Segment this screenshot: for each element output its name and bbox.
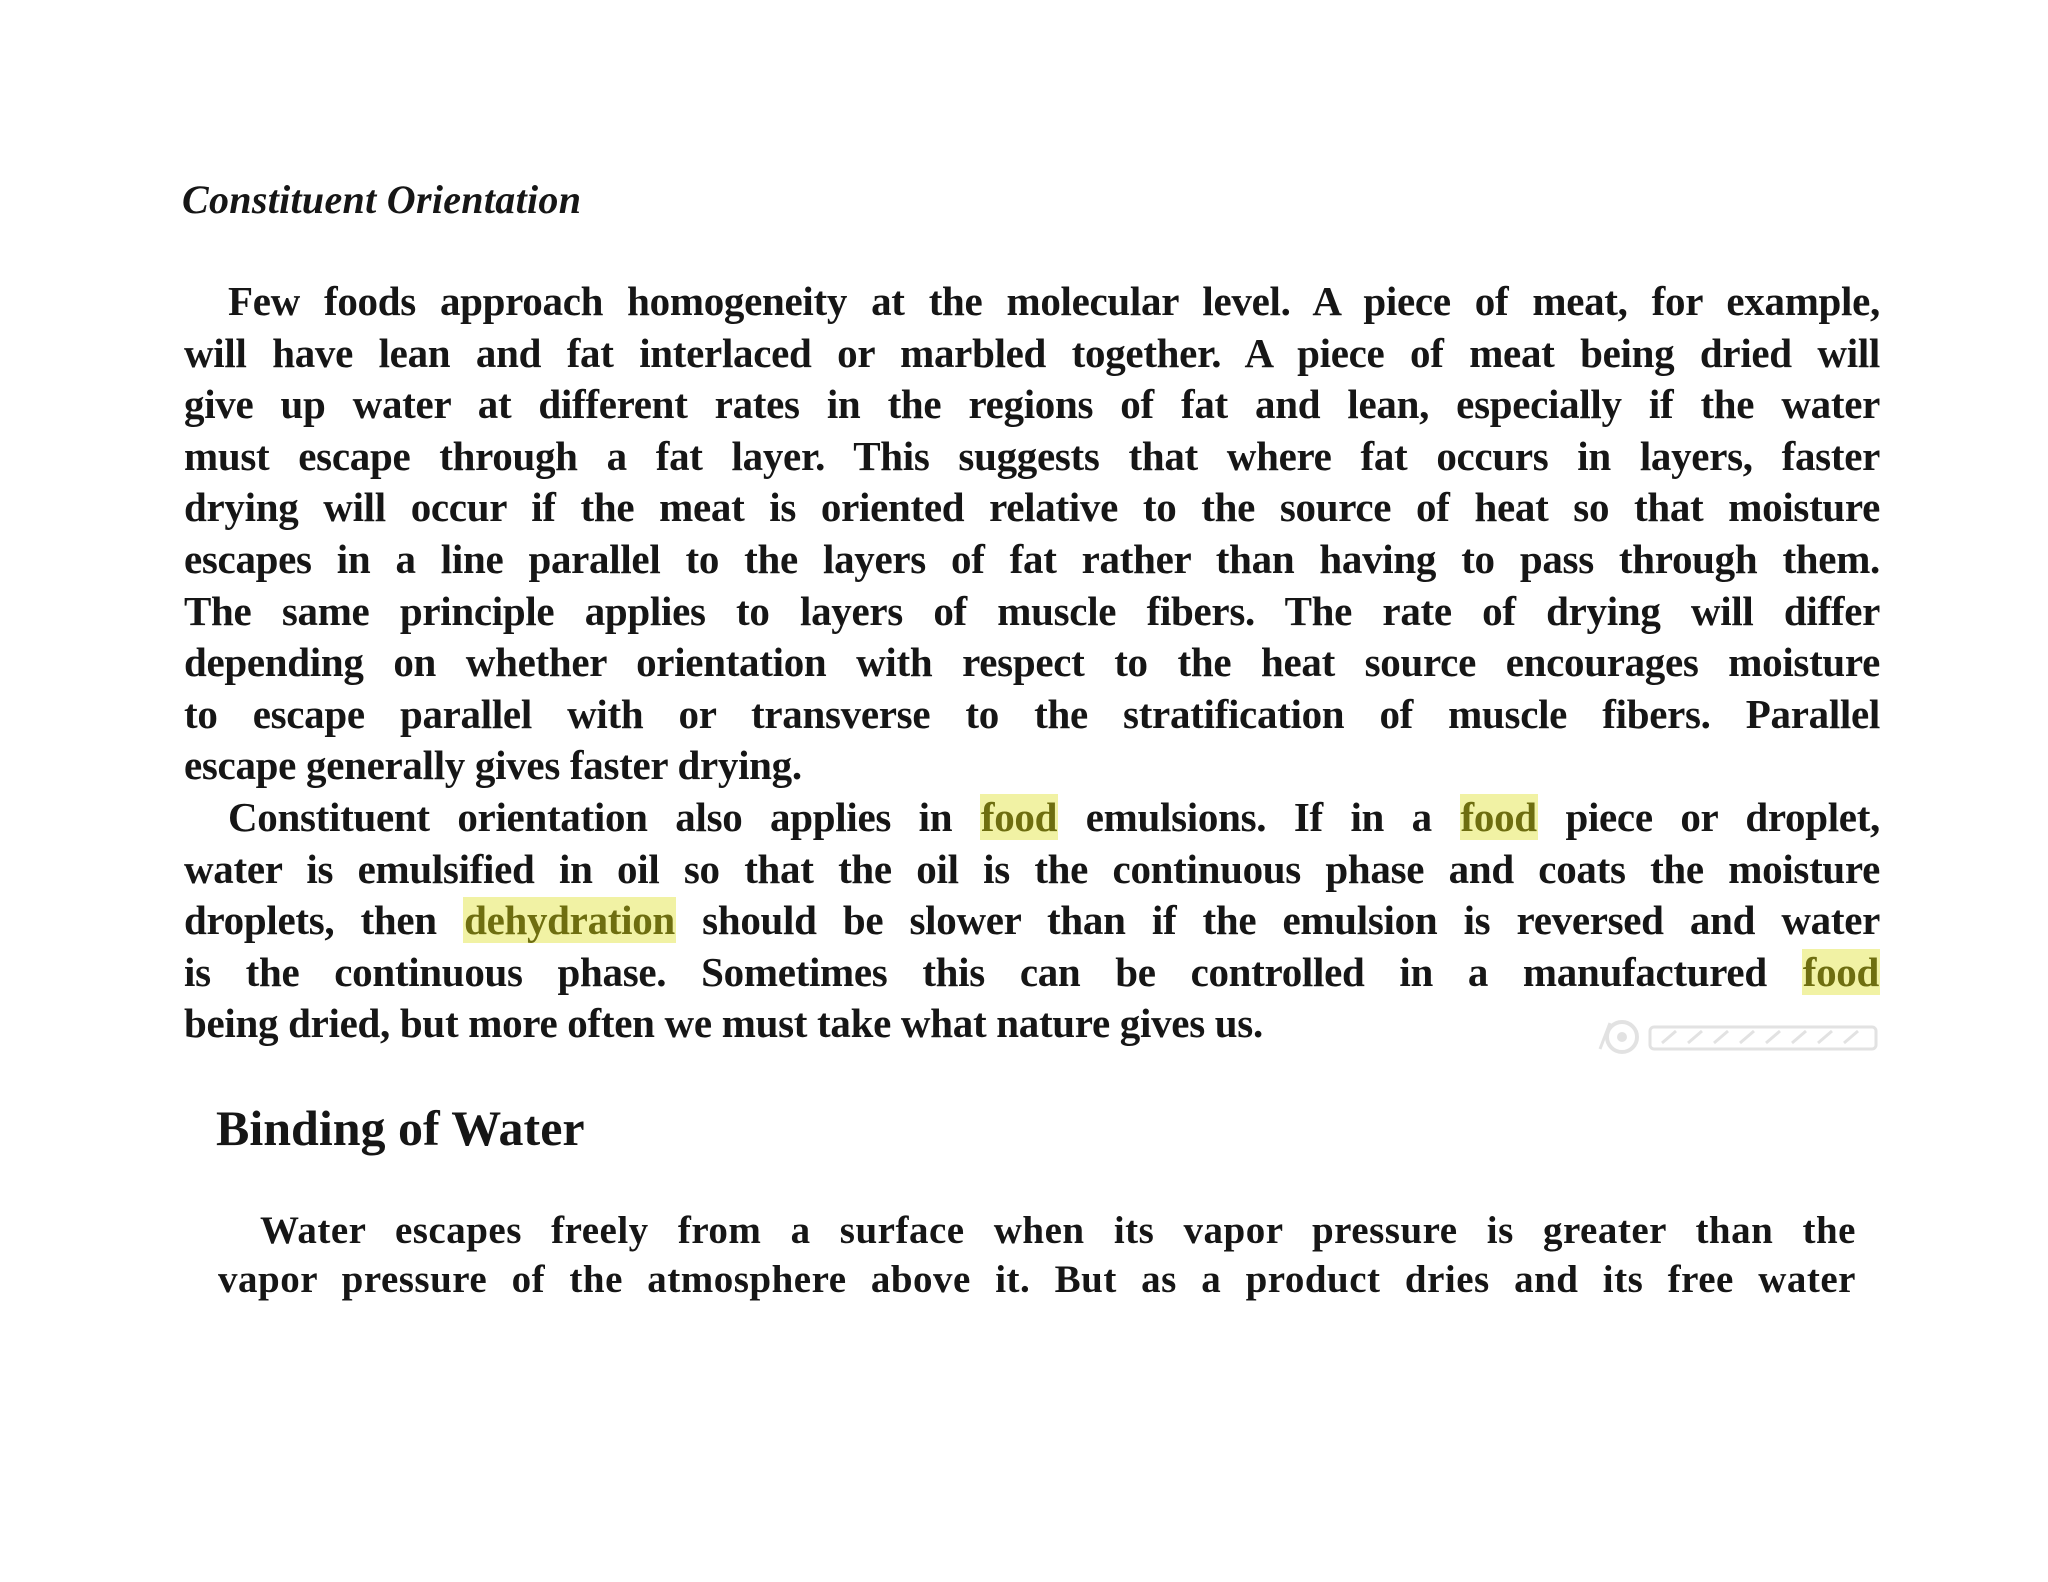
paragraph-line: being dried, but more often we must take what nature gives us. xyxy=(184,1000,1263,1047)
paragraph-line: drying will occur if the meat is oriented relative to the source of heat so that moisture xyxy=(184,484,1880,531)
text-run: is the continuous phase. Sometimes this can be controlled in a manufactured xyxy=(184,948,1767,995)
paragraph-1 xyxy=(184,276,1880,792)
highlighted-word: food xyxy=(1460,794,1537,840)
text-run: emulsions. If in a xyxy=(1085,794,1432,840)
paragraph-line: give up water at different rates in the regions of fat and lean, especially if the water xyxy=(184,381,1880,428)
paragraph-line xyxy=(184,792,1880,844)
paragraph-3 xyxy=(218,1206,1856,1304)
highlighted-word: food xyxy=(980,794,1058,840)
text-run: should be slower than if the emulsion is reversed and water xyxy=(702,897,1881,944)
paragraph-line: vapor pressure of the atmosphere above it. But as a product dries and its free water xyxy=(218,1258,1856,1301)
paragraph-line: water is emulsified in oil so that the oil is the continuous phase and coats the moisture xyxy=(184,845,1880,892)
paragraph-line: escapes in a line parallel to the layers of fat rather than having to pass through them. xyxy=(184,535,1880,582)
section-heading: Binding of Water xyxy=(216,1100,585,1156)
text-run: piece or droplet, xyxy=(1565,794,1881,840)
paragraph-line: The same principle applies to layers of muscle fibers. The rate of drying will differ xyxy=(184,587,1880,634)
paragraph-line: depending on whether orientation with respect to the heat source encourages moisture xyxy=(184,639,1880,686)
highlighted-word: food xyxy=(1802,948,1879,995)
paragraph-line: Few foods approach homogeneity at the molecular level. A piece of meat, for example, xyxy=(228,278,1880,324)
paragraph-line: to escape parallel with or transverse to the stratification of muscle fibers. Parallel xyxy=(184,690,1880,737)
paragraph-line: will have lean and fat interlaced or marbled together. A piece of meat being dried will xyxy=(184,329,1880,376)
paragraph-line xyxy=(184,947,1880,999)
text-run: droplets, then xyxy=(184,897,437,944)
paragraph-line xyxy=(184,895,1880,947)
paragraph-line: must escape through a fat layer. This suggests that where fat occurs in layers, faster xyxy=(184,432,1880,479)
section-title: Constituent Orientation xyxy=(182,177,582,222)
watermark-logo-icon xyxy=(1592,1013,1888,1057)
paragraph-line: escape generally gives faster drying. xyxy=(184,742,802,789)
paragraph-2 xyxy=(184,792,1880,1050)
paragraph-line: Water escapes freely from a surface when its vapor pressure is greater than the xyxy=(260,1209,1856,1252)
highlighted-word: dehydration xyxy=(464,897,675,944)
text-run: Constituent orientation also applies in xyxy=(228,794,953,840)
